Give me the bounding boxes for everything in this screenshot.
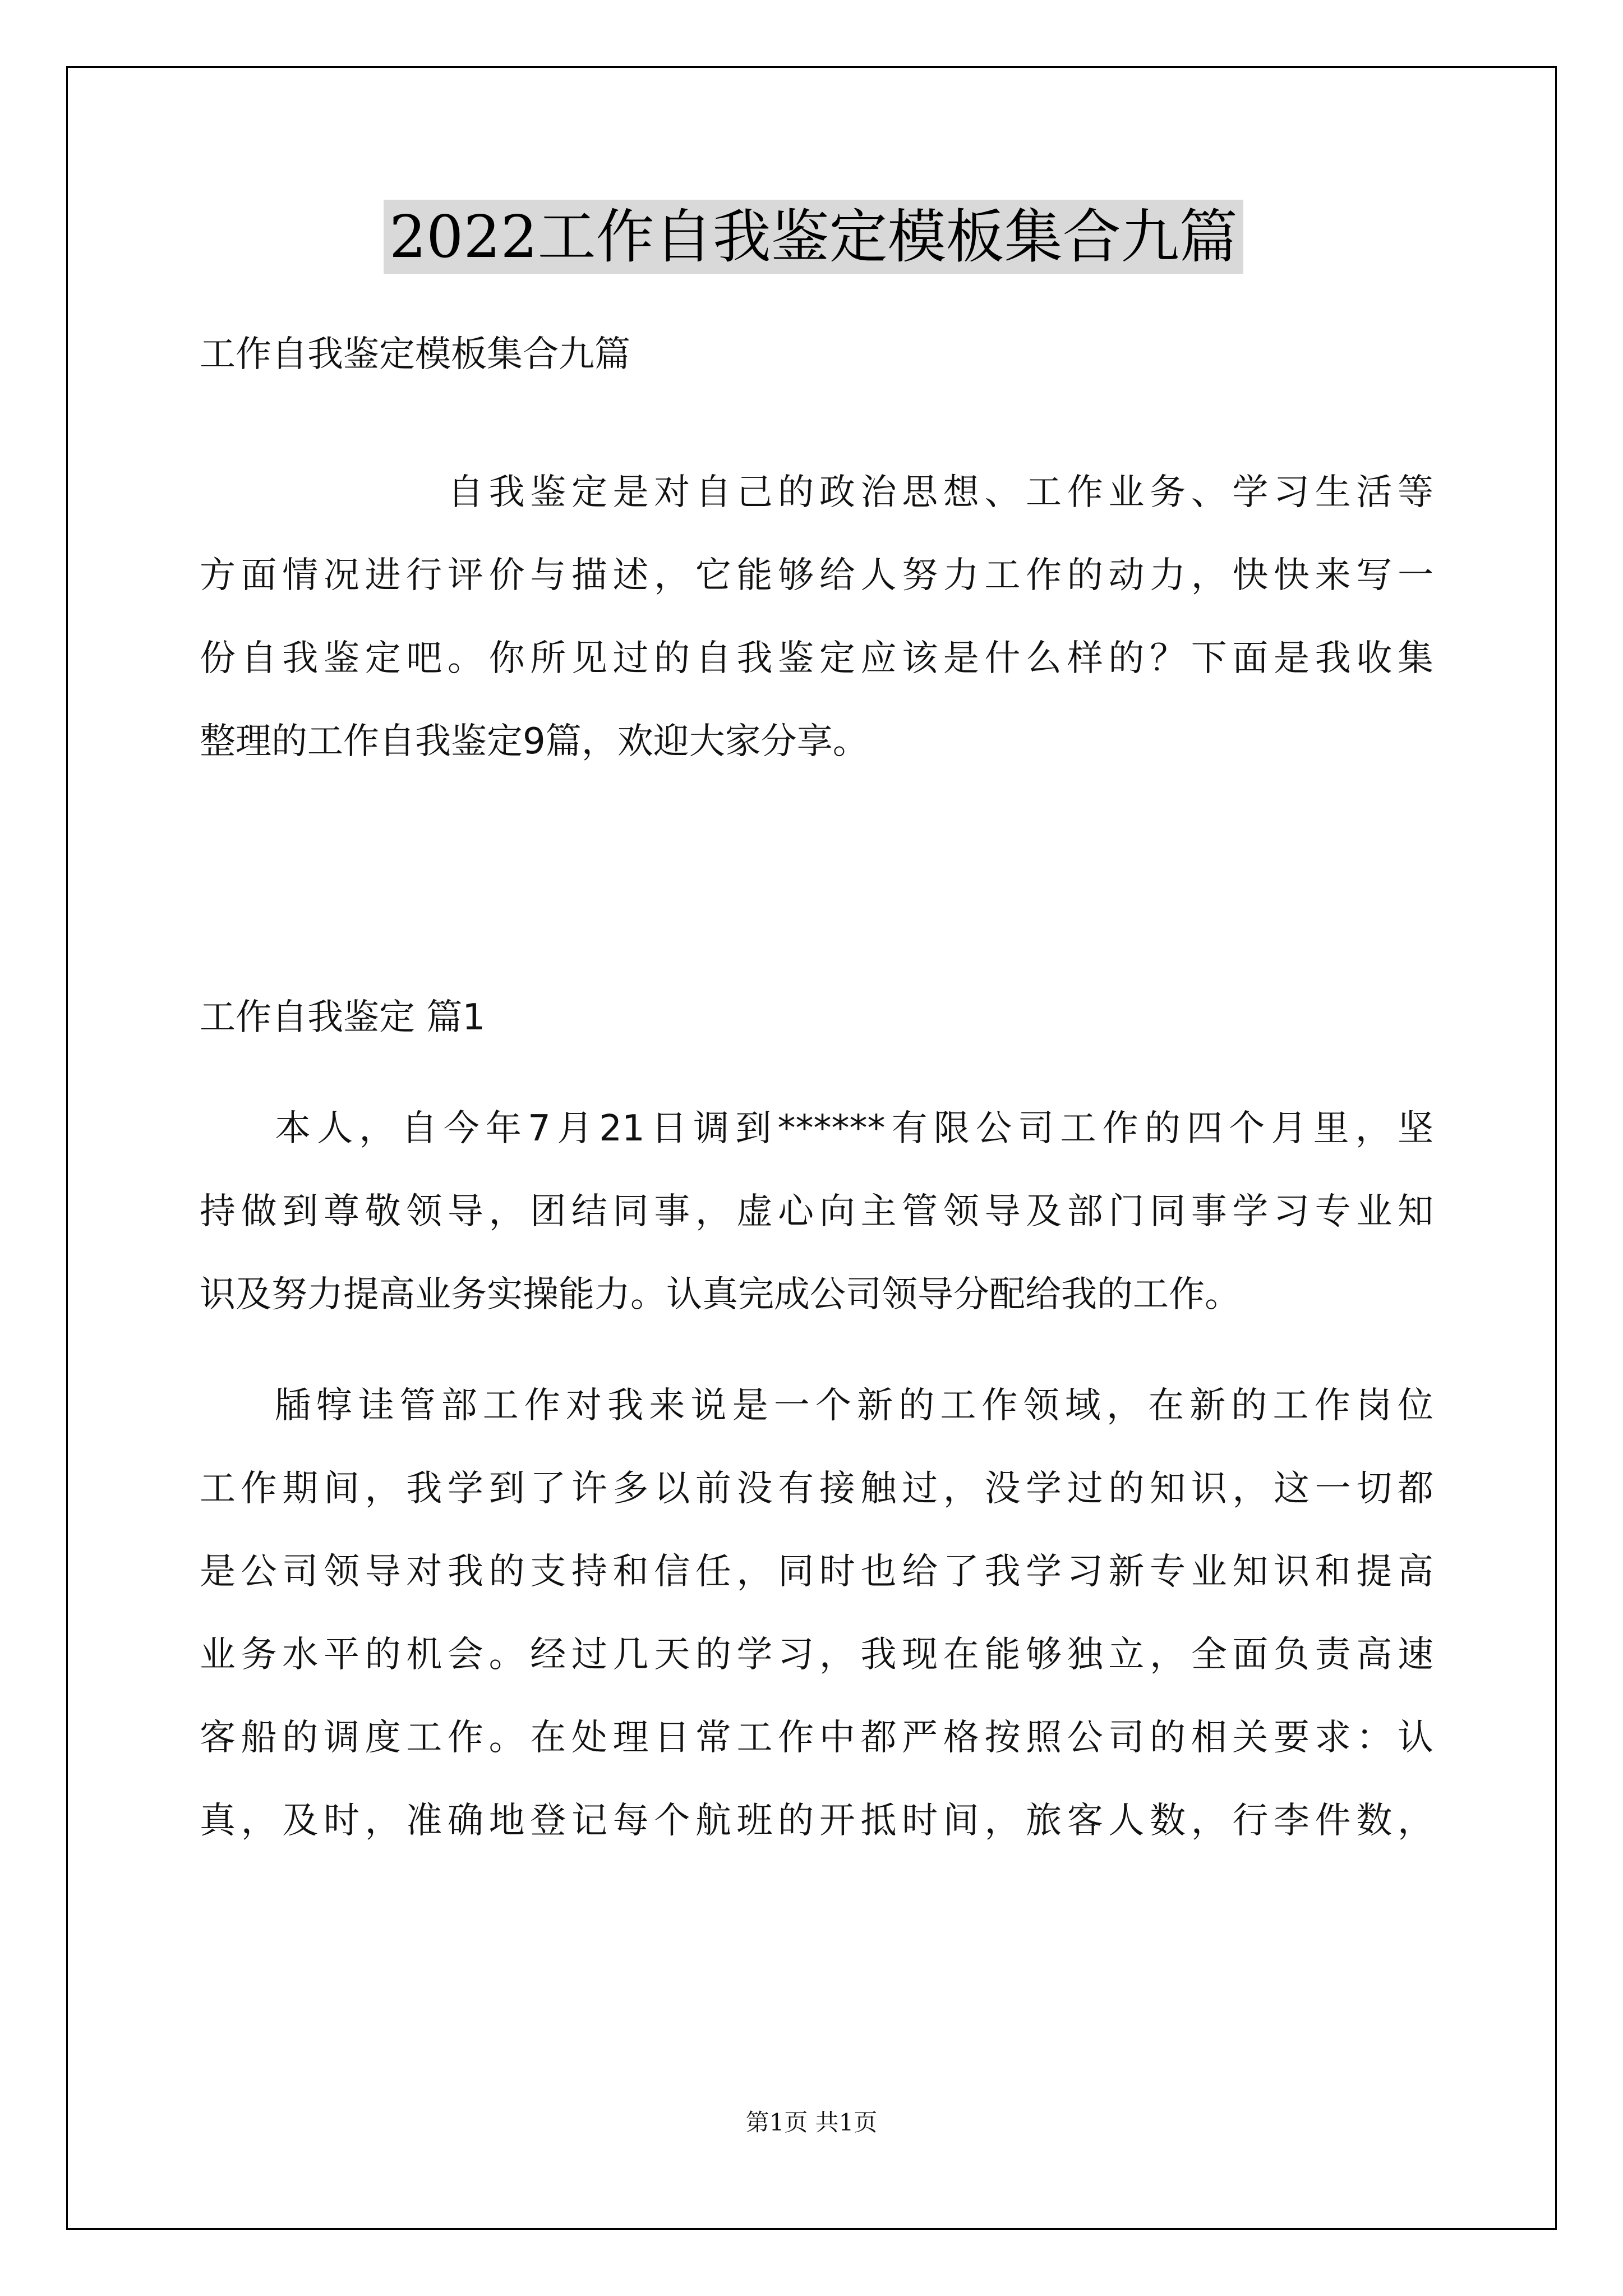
section-heading: 工作自我鉴定 篇1 <box>200 997 486 1038</box>
paragraph-line: 牐犉诖管部工作对我来说是一个新的工作领域，在新的工作岗位 <box>275 1385 1433 1427</box>
document-subtitle: 工作自我鉴定模板集合九篇 <box>200 334 630 375</box>
page-footer: 第1页 共1页 <box>745 2109 878 2136</box>
paragraph-line: 业务水平的机会。经过几天的学习，我现在能够独立，全面负责高速 <box>200 1634 1433 1676</box>
intro-line: 份自我鉴定吧。你所见过的自我鉴定应该是什么样的？下面是我收集 <box>200 638 1433 679</box>
document-title: 2022工作自我鉴定模板集合九篇 <box>384 200 1243 274</box>
paragraph-line: 识及努力提高业务实操能力。认真完成公司领导分配给我的工作。 <box>200 1274 1241 1315</box>
paragraph-line: 持做到尊敬领导，团结同事，虚心向主管领导及部门同事学习专业知 <box>200 1191 1433 1232</box>
paragraph-line: 工作期间，我学到了许多以前没有接触过，没学过的知识，这一切都 <box>200 1468 1433 1510</box>
intro-line: 方面情况进行评价与描述，它能够给人努力工作的动力，快快来写一 <box>200 555 1433 596</box>
paragraph-line: 真，及时，准确地登记每个航班的开抵时间，旅客人数，行李件数， <box>200 1800 1433 1842</box>
intro-line: 自我鉴定是对自己的政治思想、工作业务、学习生活等 <box>448 472 1433 513</box>
paragraph-line: 是公司领导对我的支持和信任，同时也给了我学习新专业知识和提高 <box>200 1551 1433 1593</box>
paragraph-line: 客船的调度工作。在处理日常工作中都严格按照公司的相关要求：认 <box>200 1717 1433 1759</box>
paragraph-line: 本人，自今年7月21日调到******有限公司工作的四个月里，坚 <box>275 1108 1433 1149</box>
intro-line: 整理的工作自我鉴定9篇，欢迎大家分享。 <box>200 721 869 762</box>
